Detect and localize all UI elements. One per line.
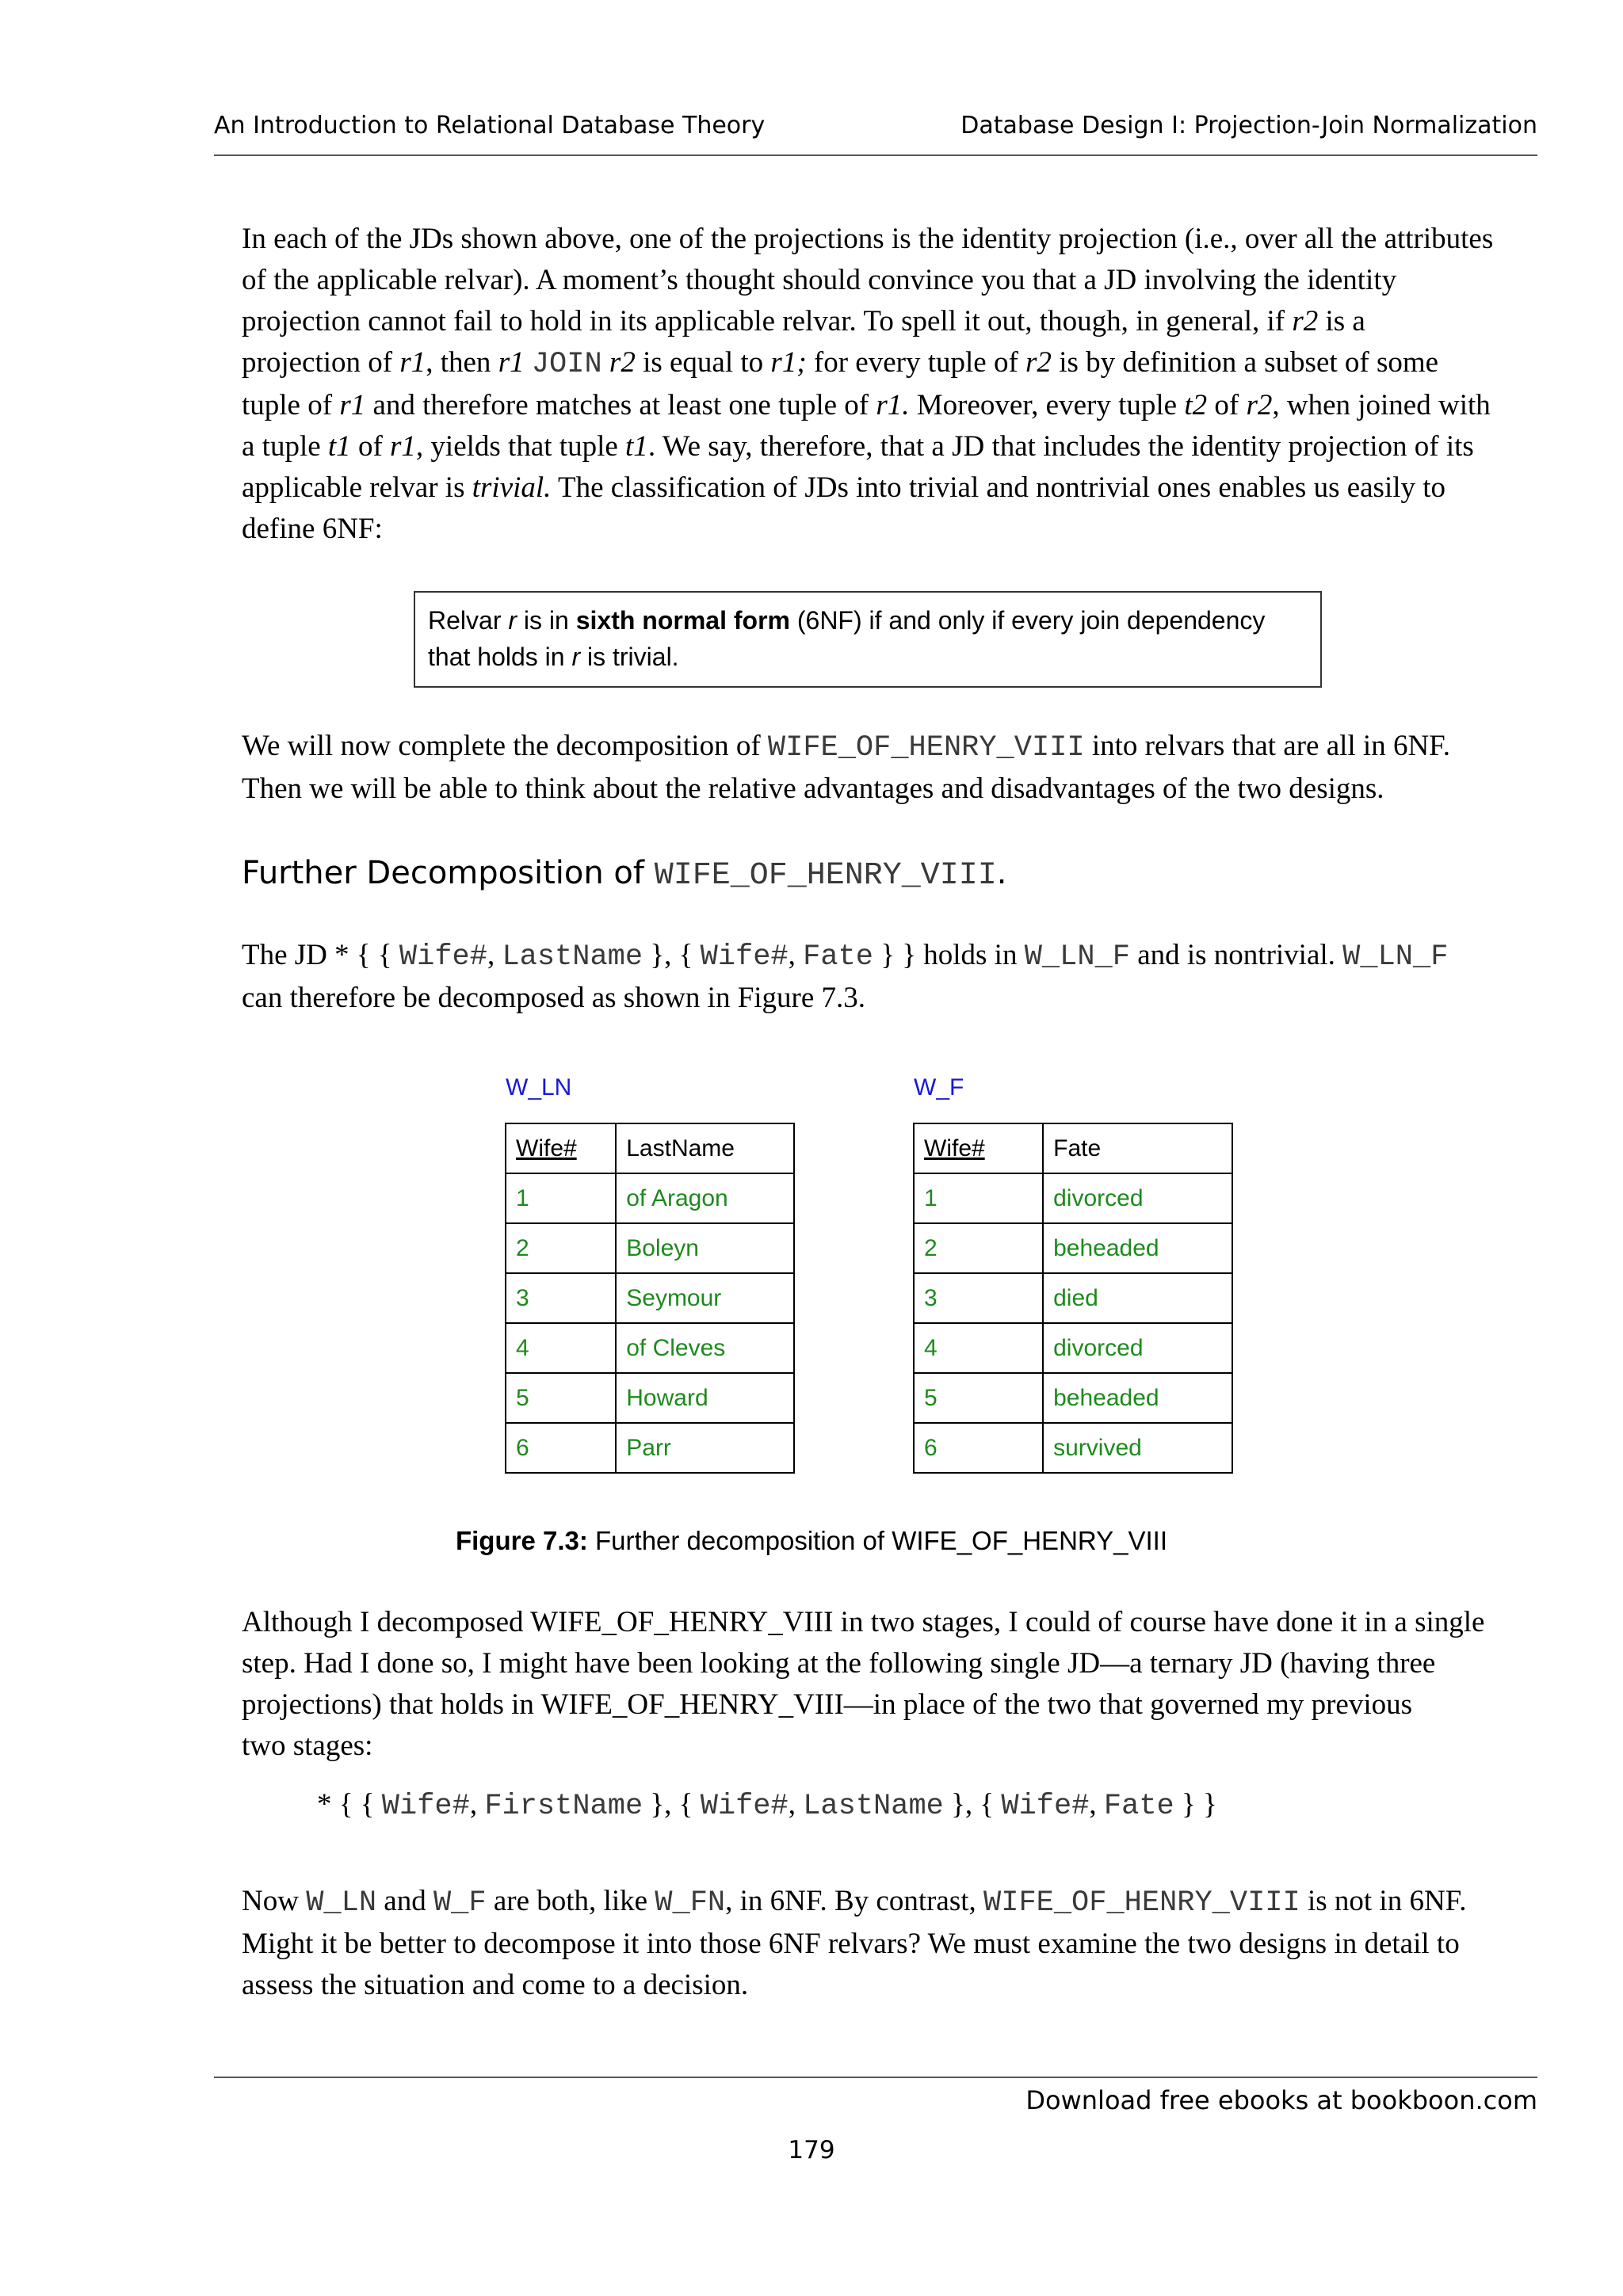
table-header-row [506, 1123, 794, 1173]
column-header-key: Wife# [914, 1123, 1043, 1173]
definition-6nf-box [414, 591, 1322, 688]
table-cell: 5 [914, 1373, 1043, 1423]
table-header-row [914, 1123, 1232, 1173]
table-cell: survived [1043, 1423, 1232, 1473]
download-link-text: Download free ebooks at bookboon.com [1025, 2085, 1537, 2115]
paragraph-identity-projection [242, 219, 1510, 550]
text-line: step. Had I done so, I might have been looking at the following single JD—a ternary JD (having three [242, 1647, 1436, 1680]
table-row [914, 1173, 1232, 1223]
section-heading: Further Decomposition of WIFE_OF_HENRY_VIII. [242, 855, 1007, 894]
definition-term: sixth normal form [575, 606, 790, 635]
table-cell: beheaded [1043, 1373, 1232, 1423]
relation-table-w-f [913, 1123, 1233, 1474]
table-cell: Howard [616, 1373, 794, 1423]
table-row [914, 1373, 1232, 1423]
text-line: Then we will be able to think about the relative advantages and disadvantages of the two designs. [242, 772, 1384, 805]
text-line: can therefore be decomposed as shown in Figure 7.3. [242, 982, 866, 1014]
table-row [506, 1323, 794, 1373]
table-cell: 2 [506, 1223, 616, 1273]
table-cell: 6 [914, 1423, 1043, 1473]
text-line: We will now complete the decomposition of WIFE_OF_HENRY_VIII into relvars that are all in 6NF. [242, 730, 1451, 765]
column-header: Fate [1043, 1123, 1232, 1173]
table-row [914, 1423, 1232, 1473]
table-cell: divorced [1043, 1323, 1232, 1373]
paragraph-complete-decomposition [242, 726, 1510, 810]
paragraph-jd [242, 935, 1510, 1019]
table-cell: 1 [506, 1173, 616, 1223]
table-cell: 3 [506, 1273, 616, 1323]
page-number: 179 [788, 2136, 835, 2164]
table-row [506, 1223, 794, 1273]
text-line: of the applicable relvar). A moment’s thought should convince you that a JD involving the identity [242, 264, 1397, 296]
table-cell: Boleyn [616, 1223, 794, 1273]
text-line: define 6NF: [242, 513, 383, 545]
column-header: LastName [616, 1123, 794, 1173]
table-cell: Seymour [616, 1273, 794, 1323]
text-line: Might it be better to decompose it into those 6NF relvars? We must examine the two designs in detail to [242, 1928, 1460, 1960]
table-cell: 5 [506, 1373, 616, 1423]
text-line: two stages: [242, 1730, 373, 1762]
column-header-key: Wife# [506, 1123, 616, 1173]
text-line: tuple of r1 and therefore matches at least one tuple of r1. Moreover, every tuple t2 of r2, when joined with [242, 389, 1491, 421]
table-cell: died [1043, 1273, 1232, 1323]
text-line: a tuple t1 of r1, yields that tuple t1. We say, therefore, that a JD that includes the identity projection of its [242, 430, 1474, 463]
table-label-w-ln: W_LN [506, 1074, 572, 1100]
table-cell: 4 [914, 1323, 1043, 1373]
text-line: assess the situation and come to a decision. [242, 1969, 749, 2001]
running-header-title: An Introduction to Relational Database Theory [214, 112, 766, 139]
ternary-jd-formula: * { { Wife#, FirstName }, { Wife#, LastName }, { Wife#, Fate } } [317, 1788, 1217, 1823]
table-cell: 1 [914, 1173, 1043, 1223]
table-row [506, 1423, 794, 1473]
table-row [914, 1223, 1232, 1273]
table-cell: of Aragon [616, 1173, 794, 1223]
text-line: projection of r1, then r1 JOIN r2 is equal to r1; for every tuple of r2 is by definition a subset of some [242, 346, 1439, 381]
definition-line: that holds in r is trivial. [428, 643, 679, 671]
text-line: In each of the JDs shown above, one of the projections is the identity projection (i.e., over all the attributes [242, 223, 1494, 255]
relation-table-w-ln [505, 1123, 795, 1474]
footer-divider [214, 2077, 1537, 2078]
table-cell: 2 [914, 1223, 1043, 1273]
table-cell: divorced [1043, 1173, 1232, 1223]
table-cell: beheaded [1043, 1223, 1232, 1273]
table-cell: Parr [616, 1423, 794, 1473]
table-row [506, 1173, 794, 1223]
definition-line: Relvar r is in sixth normal form (6NF) if and only if every join dependency [428, 606, 1266, 635]
header-divider [214, 154, 1537, 156]
paragraph-6nf-comparison [242, 1881, 1510, 2006]
table-row [506, 1273, 794, 1323]
table-cell: of Cleves [616, 1323, 794, 1373]
table-cell: 4 [506, 1323, 616, 1373]
text-line: The JD * { { Wife#, LastName }, { Wife#, Fate } } holds in W_LN_F and is nontrivial. W_LN_F [242, 939, 1449, 974]
table-row [914, 1273, 1232, 1323]
table-row [914, 1323, 1232, 1373]
table-cell: 3 [914, 1273, 1043, 1323]
table-row [506, 1373, 794, 1423]
table-label-w-f: W_F [914, 1074, 964, 1100]
text-line: projection cannot fail to hold in its applicable relvar. To spell it out, though, in general, if r2 is a [242, 305, 1365, 338]
running-header-chapter: Database Design I: Projection-Join Normalization [960, 112, 1537, 139]
text-line: applicable relvar is trivial. The classification of JDs into trivial and nontrivial ones enables us easily to [242, 471, 1446, 504]
text-line: Although I decomposed WIFE_OF_HENRY_VIII in two stages, I could of course have done it in a single [242, 1606, 1485, 1638]
figure-label: Figure 7.3: [455, 1526, 588, 1555]
figure-caption: Figure 7.3: Further decomposition of WIFE_OF_HENRY_VIII [455, 1526, 1168, 1555]
paragraph-single-step [242, 1602, 1510, 1767]
text-line: projections) that holds in WIFE_OF_HENRY_VIII—in place of the two that governed my previous [242, 1688, 1413, 1721]
text-line: Now W_LN and W_F are both, like W_FN, in 6NF. By contrast, WIFE_OF_HENRY_VIII is not in 6NF. [242, 1885, 1467, 1920]
table-cell: 6 [506, 1423, 616, 1473]
